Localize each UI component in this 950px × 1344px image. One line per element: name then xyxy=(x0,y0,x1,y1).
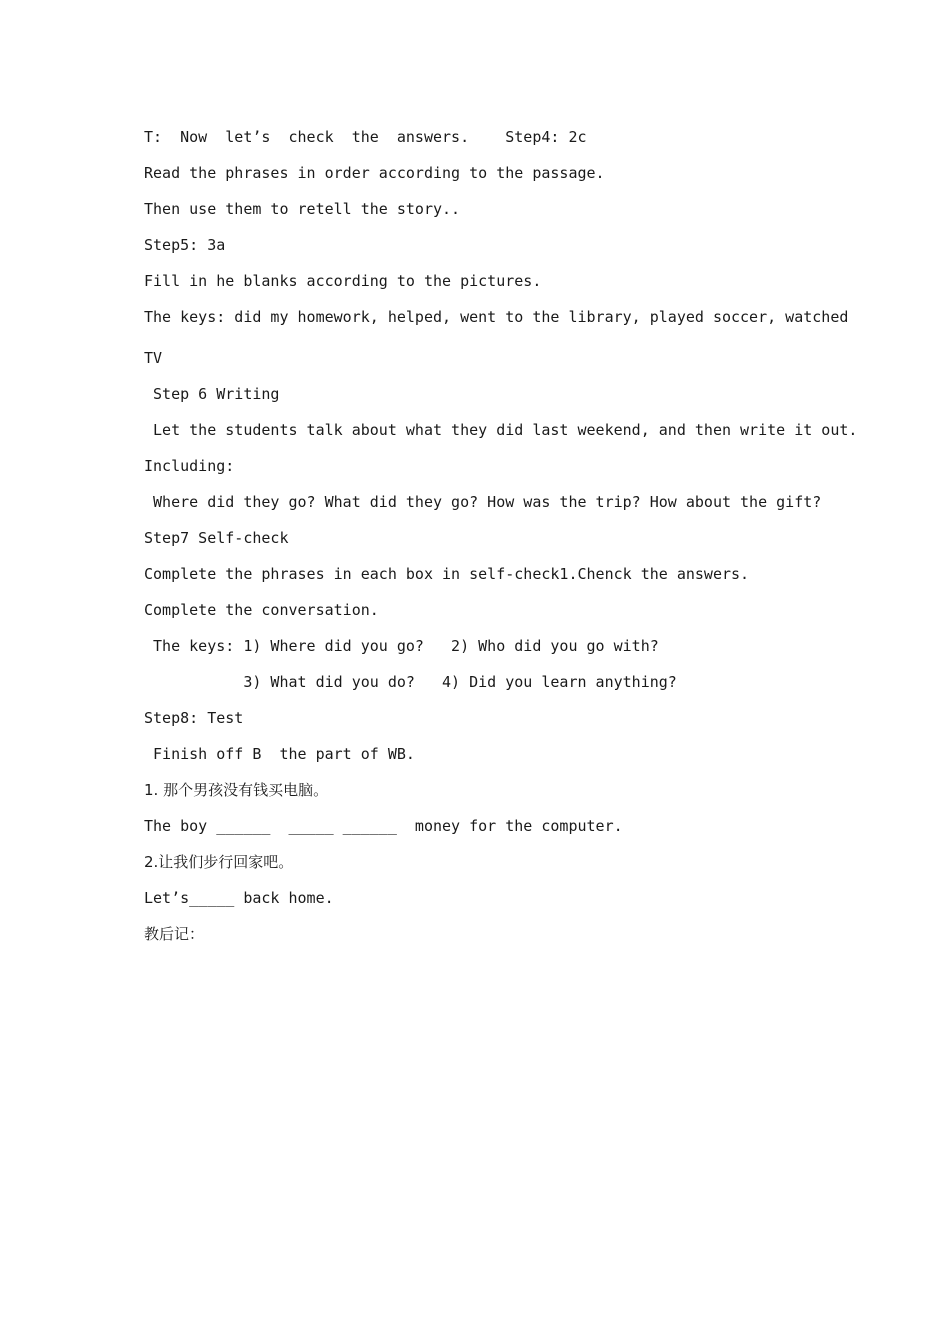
line-read-phrases: Read the phrases in order according to the passage. xyxy=(144,164,605,182)
line-complete-conversation: Complete the conversation. xyxy=(144,601,379,619)
line-step4: T: Now let’s check the answers. Step4: 2c xyxy=(144,128,587,146)
line-step5: Step5: 3a xyxy=(144,236,226,254)
line-teaching-notes: 教后记： xyxy=(144,925,205,943)
line-keys-1-cont: TV xyxy=(144,349,163,367)
line-including: Including: xyxy=(144,457,235,475)
line-complete-phrases: Complete the phrases in each box in self-check1.Chenck the answers. xyxy=(144,565,750,583)
line-step6: Step 6 Writing xyxy=(144,385,280,403)
line-exercise-2-chinese: 2.让我们步行回家吧。 xyxy=(144,853,294,871)
line-writing-task: Let the students talk about what they did last weekend, and then write it out. xyxy=(144,421,858,439)
line-exercise-2-english: Let’s_____ back home. xyxy=(144,889,334,907)
line-exercise-1-chinese: 1. 那个男孩没有钱买电脑。 xyxy=(144,781,329,799)
line-step7: Step7 Self-check xyxy=(144,529,289,547)
line-keys-1: The keys: did my homework, helped, went to the library, played soccer, watched xyxy=(144,308,849,326)
line-finish-off: Finish off B the part of WB. xyxy=(144,745,415,763)
line-keys-2a: The keys: 1) Where did you go? 2) Who did you go with? xyxy=(144,637,659,655)
line-questions: Where did they go? What did they go? How was the trip? How about the gift? xyxy=(144,493,822,511)
line-fill-blanks: Fill in he blanks according to the pictures. xyxy=(144,272,542,290)
line-step8: Step8: Test xyxy=(144,709,244,727)
line-retell: Then use them to retell the story.. xyxy=(144,200,461,218)
line-exercise-1-english: The boy ______ _____ ______ money for the computer. xyxy=(144,817,623,835)
line-keys-2b: 3) What did you do? 4) Did you learn anything? xyxy=(144,673,677,691)
